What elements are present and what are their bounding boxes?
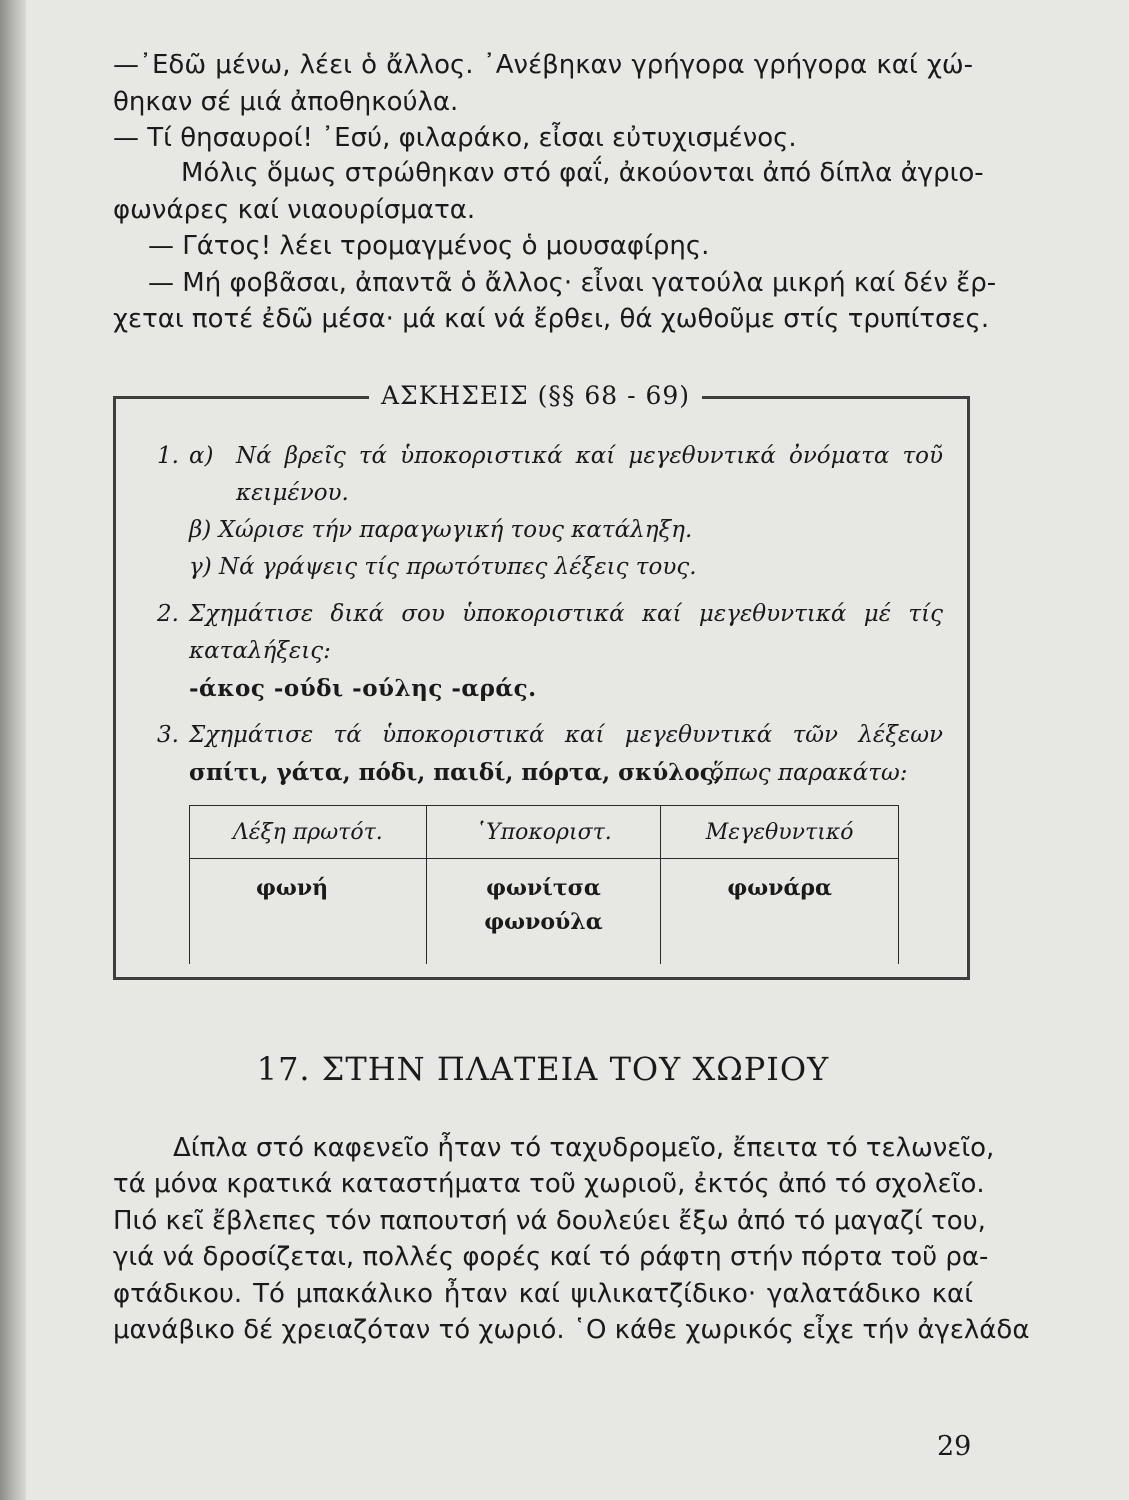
section-line: Πιό κεῖ ἔβλεπες τόν παπουτσή νά δουλεύει ἔξω ἀπό τό μαγαζί του,: [113, 1206, 986, 1236]
section-line: Δίπλα στό καφενεῖο ἦταν τό ταχυδρομεῖο, ἔπειτα τό τελωνεῖο,: [173, 1133, 995, 1163]
story-line: — Μή φοβᾶσαι, ἀπαντᾶ ὁ ἄλλος· εἶναι γατούλα μικρή καί δέν ἔρ-: [148, 268, 997, 298]
section-line: τά μόνα κρατικά καταστήματα τοῦ χωριοῦ, ἐκτός ἀπό τό σχολεῖο.: [113, 1169, 985, 1199]
exercise-number: 2.: [157, 601, 179, 627]
table-header-cell: ῾Υποκοριστ.: [426, 806, 661, 859]
story-line: φωνάρες καί νιαουρίσματα.: [113, 195, 476, 225]
diminutive-form: φωνούλα: [484, 909, 603, 935]
table-header-cell: Λέξη πρωτότ.: [190, 806, 427, 859]
table-cell-base: φωνή: [190, 859, 427, 965]
story-line: — Γάτος! λέει τρομαγμένος ὁ μουσαφίρης.: [148, 231, 710, 261]
table-header-row: [190, 806, 899, 859]
page-number: 29: [937, 1431, 972, 1462]
story-line: Μόλις ὅμως στρώθηκαν στό φαΐ, ἀκούονται ἀπό δίπλα ἀγριο-: [181, 158, 984, 188]
section-line: γιά νά δροσίζεται, πολλές φορές καί τό ράφτη στήν πόρτα τοῦ ρα-: [113, 1242, 989, 1272]
story-line: χεται ποτέ ἐδῶ μέσα· μά καί νά ἔρθει, θά χωθοῦμε στίς τρυπίτσες.: [113, 304, 990, 334]
exercise-number: 1.: [157, 443, 179, 469]
exercise-3-tail: ὅπως παρακάτω:: [710, 760, 908, 786]
story-line: θηκαν σέ μιά ἀποθηκούλα.: [113, 87, 459, 117]
exercise-2-text: Σχημάτισε δικά σου ὑποκοριστικά καί μεγεθυντικά μέ τίς: [189, 601, 943, 627]
exercise-1c-text: γ) Νά γράψεις τίς πρωτότυπες λέξεις τους.: [189, 554, 697, 580]
story-line: —᾿Εδῶ μένω, λέει ὁ ἄλλος. ᾿Ανέβηκαν γρήγορα γρήγορα καί χώ-: [113, 50, 973, 80]
exercise-2-text-cont: καταλήξεις:: [189, 638, 331, 664]
section-heading: 17. ΣΤΗΝ ΠΛΑΤΕΙΑ ΤΟΥ ΧΩΡΙΟΥ: [256, 1050, 830, 1088]
exercise-1b-text: β) Χώρισε τήν παραγωγική τους κατάληξη.: [189, 517, 693, 543]
table-cell-diminutive: [426, 859, 661, 965]
section-line: μανάβικο δέ χρειαζόταν τό χωριό. ῾Ο κάθε χωρικός εἶχε τήν ἀγελάδα: [113, 1315, 1030, 1345]
section-line: φτάδικου. Τό μπακάλικο ἦταν καί ψιλικατζίδικο· γαλατάδικο καί: [113, 1279, 973, 1309]
exercise-part-label: α): [189, 443, 214, 469]
word-forms-table: [189, 805, 899, 964]
exercise-1a-text-cont: κειμένου.: [236, 480, 349, 506]
exercise-3-words: σπίτι, γάτα, πόδι, παιδί, πόρτα, σκύλος,: [189, 759, 722, 786]
exercise-2-suffixes: -άκος -ούδι -ούλης -αράς.: [189, 675, 537, 702]
exercises-title: ΑΣΚΗΣΕΙΣ (§§ 68 - 69): [369, 378, 702, 414]
table-header-cell: Μεγεθυντικό: [661, 806, 899, 859]
table-cell-augmentative: φωνάρα: [661, 859, 899, 965]
story-line: — Τί θησαυροί! ᾿Εσύ, φιλαράκο, εἶσαι εὐτυχισμένος.: [113, 123, 797, 153]
exercise-3-text: Σχημάτισε τά ὑποκοριστικά καί μεγεθυντικά τῶν λέξεων: [189, 722, 943, 748]
exercise-number: 3.: [157, 722, 179, 748]
diminutive-form: φωνίτσα: [486, 875, 601, 901]
table-row: [190, 859, 899, 965]
exercise-1a-text: Νά βρεῖς τά ὑποκοριστικά καί μεγεθυντικά ὀνόματα τοῦ: [236, 443, 943, 469]
